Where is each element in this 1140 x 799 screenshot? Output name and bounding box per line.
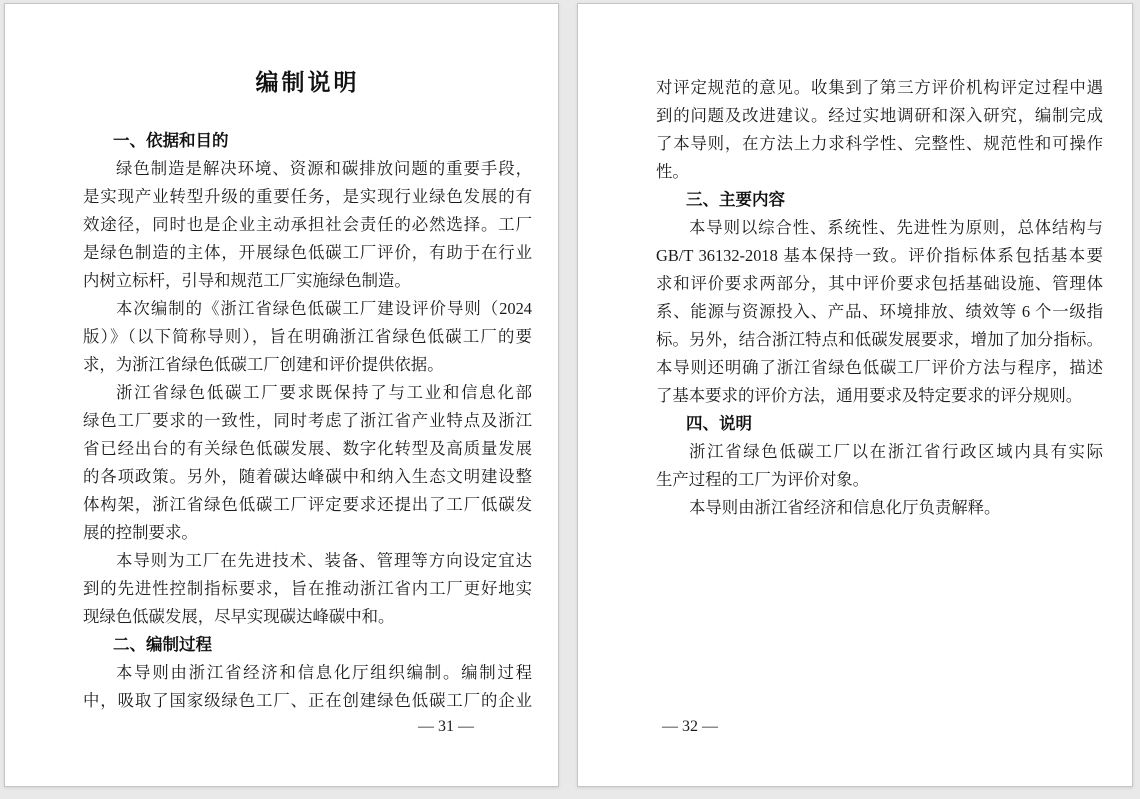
text-line: 本导则以综合性、系统性、先进性为原则，总体结构与 (689, 218, 1103, 237)
text-line: 现绿色低碳发展，尽早实现碳达峰碳中和。 (83, 607, 395, 626)
text-line: 生产过程的工厂为评价对象。 (656, 470, 870, 489)
text-line: 内树立标杆，引导和规范工厂实施绿色制造。 (83, 271, 411, 290)
text-line: 是绿色制造的主体，开展绿色低碳工厂评价，有助于在行业 (83, 243, 532, 262)
section-heading: 二、编制过程 (113, 636, 212, 654)
text-line: 绿色工厂要求的一致性，同时考虑了浙江省产业特点及浙江 (83, 411, 532, 430)
text-line: 本导则还明确了浙江省绿色低碳工厂评价方法与程序，描述 (656, 358, 1103, 377)
text-line: 是实现产业转型升级的重要任务，是实现行业绿色发展的有 (83, 187, 532, 206)
text-line: 求和评价要求两部分，其中评价要求包括基础设施、管理体 (656, 274, 1103, 293)
page-32-text-block (656, 74, 1103, 522)
text-line: 浙江省绿色低碳工厂要求既保持了与工业和信息化部 (116, 383, 532, 402)
text-line: 体构架，浙江省绿色低碳工厂评定要求还提出了工厂低碳发 (83, 495, 532, 514)
page-31-text-block (83, 127, 532, 715)
text-line: 到的先进性控制指标要求，旨在推动浙江省内工厂更好地实 (83, 579, 532, 598)
text-line: 对评定规范的意见。收集到了第三方评价机构评定过程中遇 (656, 78, 1103, 97)
text-line: 本导则由浙江省经济和信息化厅组织编制。编制过程 (116, 663, 532, 682)
document-title: 编制说明 (255, 70, 360, 95)
text-line: 本次编制的《浙江省绿色低碳工厂建设评价导则（2024 (116, 299, 532, 318)
text-line: 绿色制造是解决环境、资源和碳排放问题的重要手段， (116, 159, 532, 178)
text-line: 到的问题及改进建议。经过实地调研和深入研究，编制完成 (656, 106, 1103, 125)
section-heading: 四、说明 (686, 415, 752, 433)
text-line: 本导则为工厂在先进技术、装备、管理等方向设定宜达 (116, 551, 532, 570)
text-line: 求，为浙江省绿色低碳工厂创建和评价提供依据。 (83, 355, 444, 374)
text-line: 省已经出台的有关绿色低碳发展、数字化转型及高质量发展 (83, 439, 532, 458)
page-32 (577, 3, 1133, 787)
section-heading: 三、主要内容 (686, 191, 785, 209)
text-line: 浙江省绿色低碳工厂以在浙江省行政区域内具有实际 (689, 442, 1103, 461)
text-line: 展的控制要求。 (83, 523, 198, 542)
text-line: 效途径，同时也是企业主动承担社会责任的必然选择。工厂 (83, 215, 532, 234)
page-31 (4, 3, 559, 787)
text-line: 本导则由浙江省经济和信息化厅负责解释。 (689, 498, 1001, 517)
text-line: 中，吸取了国家级绿色工厂、正在创建绿色低碳工厂的企业 (83, 691, 532, 710)
text-line: 性。 (656, 162, 689, 181)
text-line: 标。另外，结合浙江特点和低碳发展要求，增加了加分指标。 (656, 330, 1103, 349)
text-line: 系、能源与资源投入、产品、环境排放、绩效等 6 个一级指 (656, 302, 1103, 321)
text-line: 了本导则，在方法上力求科学性、完整性、规范性和可操作 (656, 134, 1103, 153)
page-number-31: — 31 — (418, 718, 474, 735)
text-line: 的各项政策。另外，随着碳达峰碳中和纳入生态文明建设整 (83, 467, 532, 486)
text-line: GB/T 36132-2018 基本保持一致。评价指标体系包括基本要 (656, 246, 1103, 265)
section-heading: 一、依据和目的 (113, 132, 229, 150)
text-line: 版）》（以下简称导则），旨在明确浙江省绿色低碳工厂的要 (83, 327, 532, 346)
page-number-32: — 32 — (662, 718, 718, 735)
text-line: 了基本要求的评价方法，通用要求及特定要求的评分规则。 (656, 386, 1083, 405)
